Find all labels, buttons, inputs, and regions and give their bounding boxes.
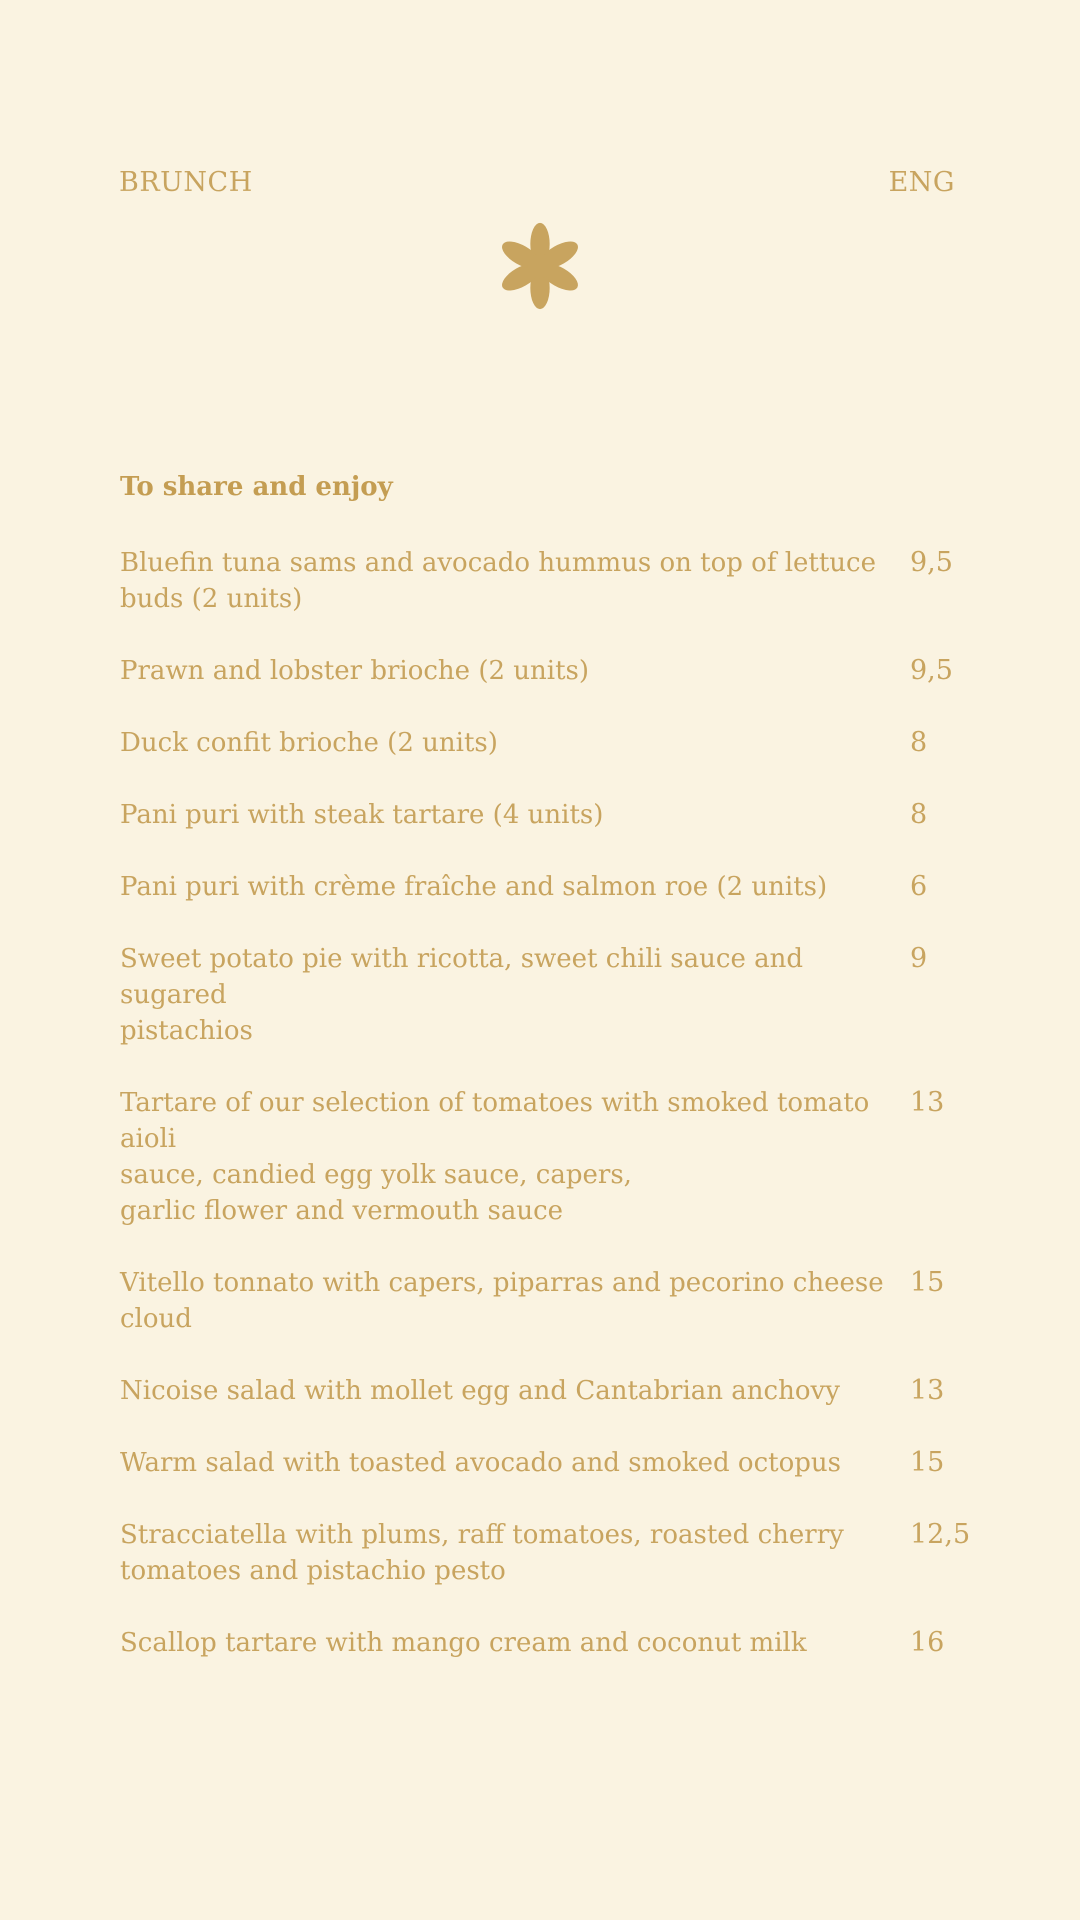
menu-item [120, 1373, 970, 1409]
flower-icon [496, 222, 584, 310]
menu-item-price: 8 [910, 799, 928, 830]
menu-item-name: Scallop tartare with mango cream and coconut milk [120, 1628, 807, 1658]
menu-item [120, 653, 970, 689]
menu-item [120, 869, 970, 905]
menu-list [120, 545, 970, 1697]
menu-item-name: Pani puri with crème fraîche and salmon roe (2 units) [120, 872, 828, 902]
menu-item-price: 12,5 [910, 1519, 971, 1550]
menu-item-price: 6 [910, 871, 928, 902]
menu-item-name: Warm salad with toasted avocado and smoked octopus [120, 1448, 841, 1478]
language-switch[interactable]: ENG [888, 166, 955, 198]
menu-item-name: Pani puri with steak tartare (4 units) [120, 800, 604, 830]
menu-item-price: 16 [910, 1627, 945, 1658]
menu-item-name: Nicoise salad with mollet egg and Cantabrian anchovy [120, 1376, 840, 1406]
menu-item [120, 1085, 970, 1229]
menu-item [120, 1445, 970, 1481]
menu-item-price: 9,5 [910, 655, 953, 686]
menu-item-price: 13 [910, 1375, 945, 1406]
menu-item-name: Bluefin tuna sams and avocado hummus on top of lettuce buds (2 units) [120, 548, 876, 614]
menu-item [120, 941, 970, 1049]
menu-item-price: 9,5 [910, 547, 953, 578]
menu-title: BRUNCH [119, 166, 253, 198]
menu-item-name: Vitello tonnato with capers, piparras and pecorino cheese cloud [120, 1268, 884, 1334]
menu-item-name: Sweet potato pie with ricotta, sweet chili sauce and sugared pistachios [120, 944, 803, 1046]
menu-item [120, 1265, 970, 1337]
menu-item-price: 9 [910, 943, 928, 974]
menu-item-price: 15 [910, 1267, 945, 1298]
menu-item [120, 725, 970, 761]
menu-item-name: Stracciatella with plums, raff tomatoes, roasted cherry tomatoes and pistachio pesto [120, 1520, 844, 1586]
menu-item-name: Duck confit brioche (2 units) [120, 728, 498, 758]
menu-item [120, 545, 970, 617]
menu-item [120, 797, 970, 833]
menu-header [119, 160, 955, 204]
menu-item-name: Prawn and lobster brioche (2 units) [120, 656, 590, 686]
menu-item [120, 1625, 970, 1661]
menu-item-price: 8 [910, 727, 928, 758]
section-title: To share and enjoy [120, 472, 393, 502]
menu-item-price: 15 [910, 1447, 945, 1478]
menu-item-price: 13 [910, 1087, 945, 1118]
menu-item [120, 1517, 970, 1589]
menu-item-name: Tartare of our selection of tomatoes with smoked tomato aioli sauce, candied egg yolk sauce, capers, garlic flower and vermouth sauce [120, 1088, 870, 1226]
